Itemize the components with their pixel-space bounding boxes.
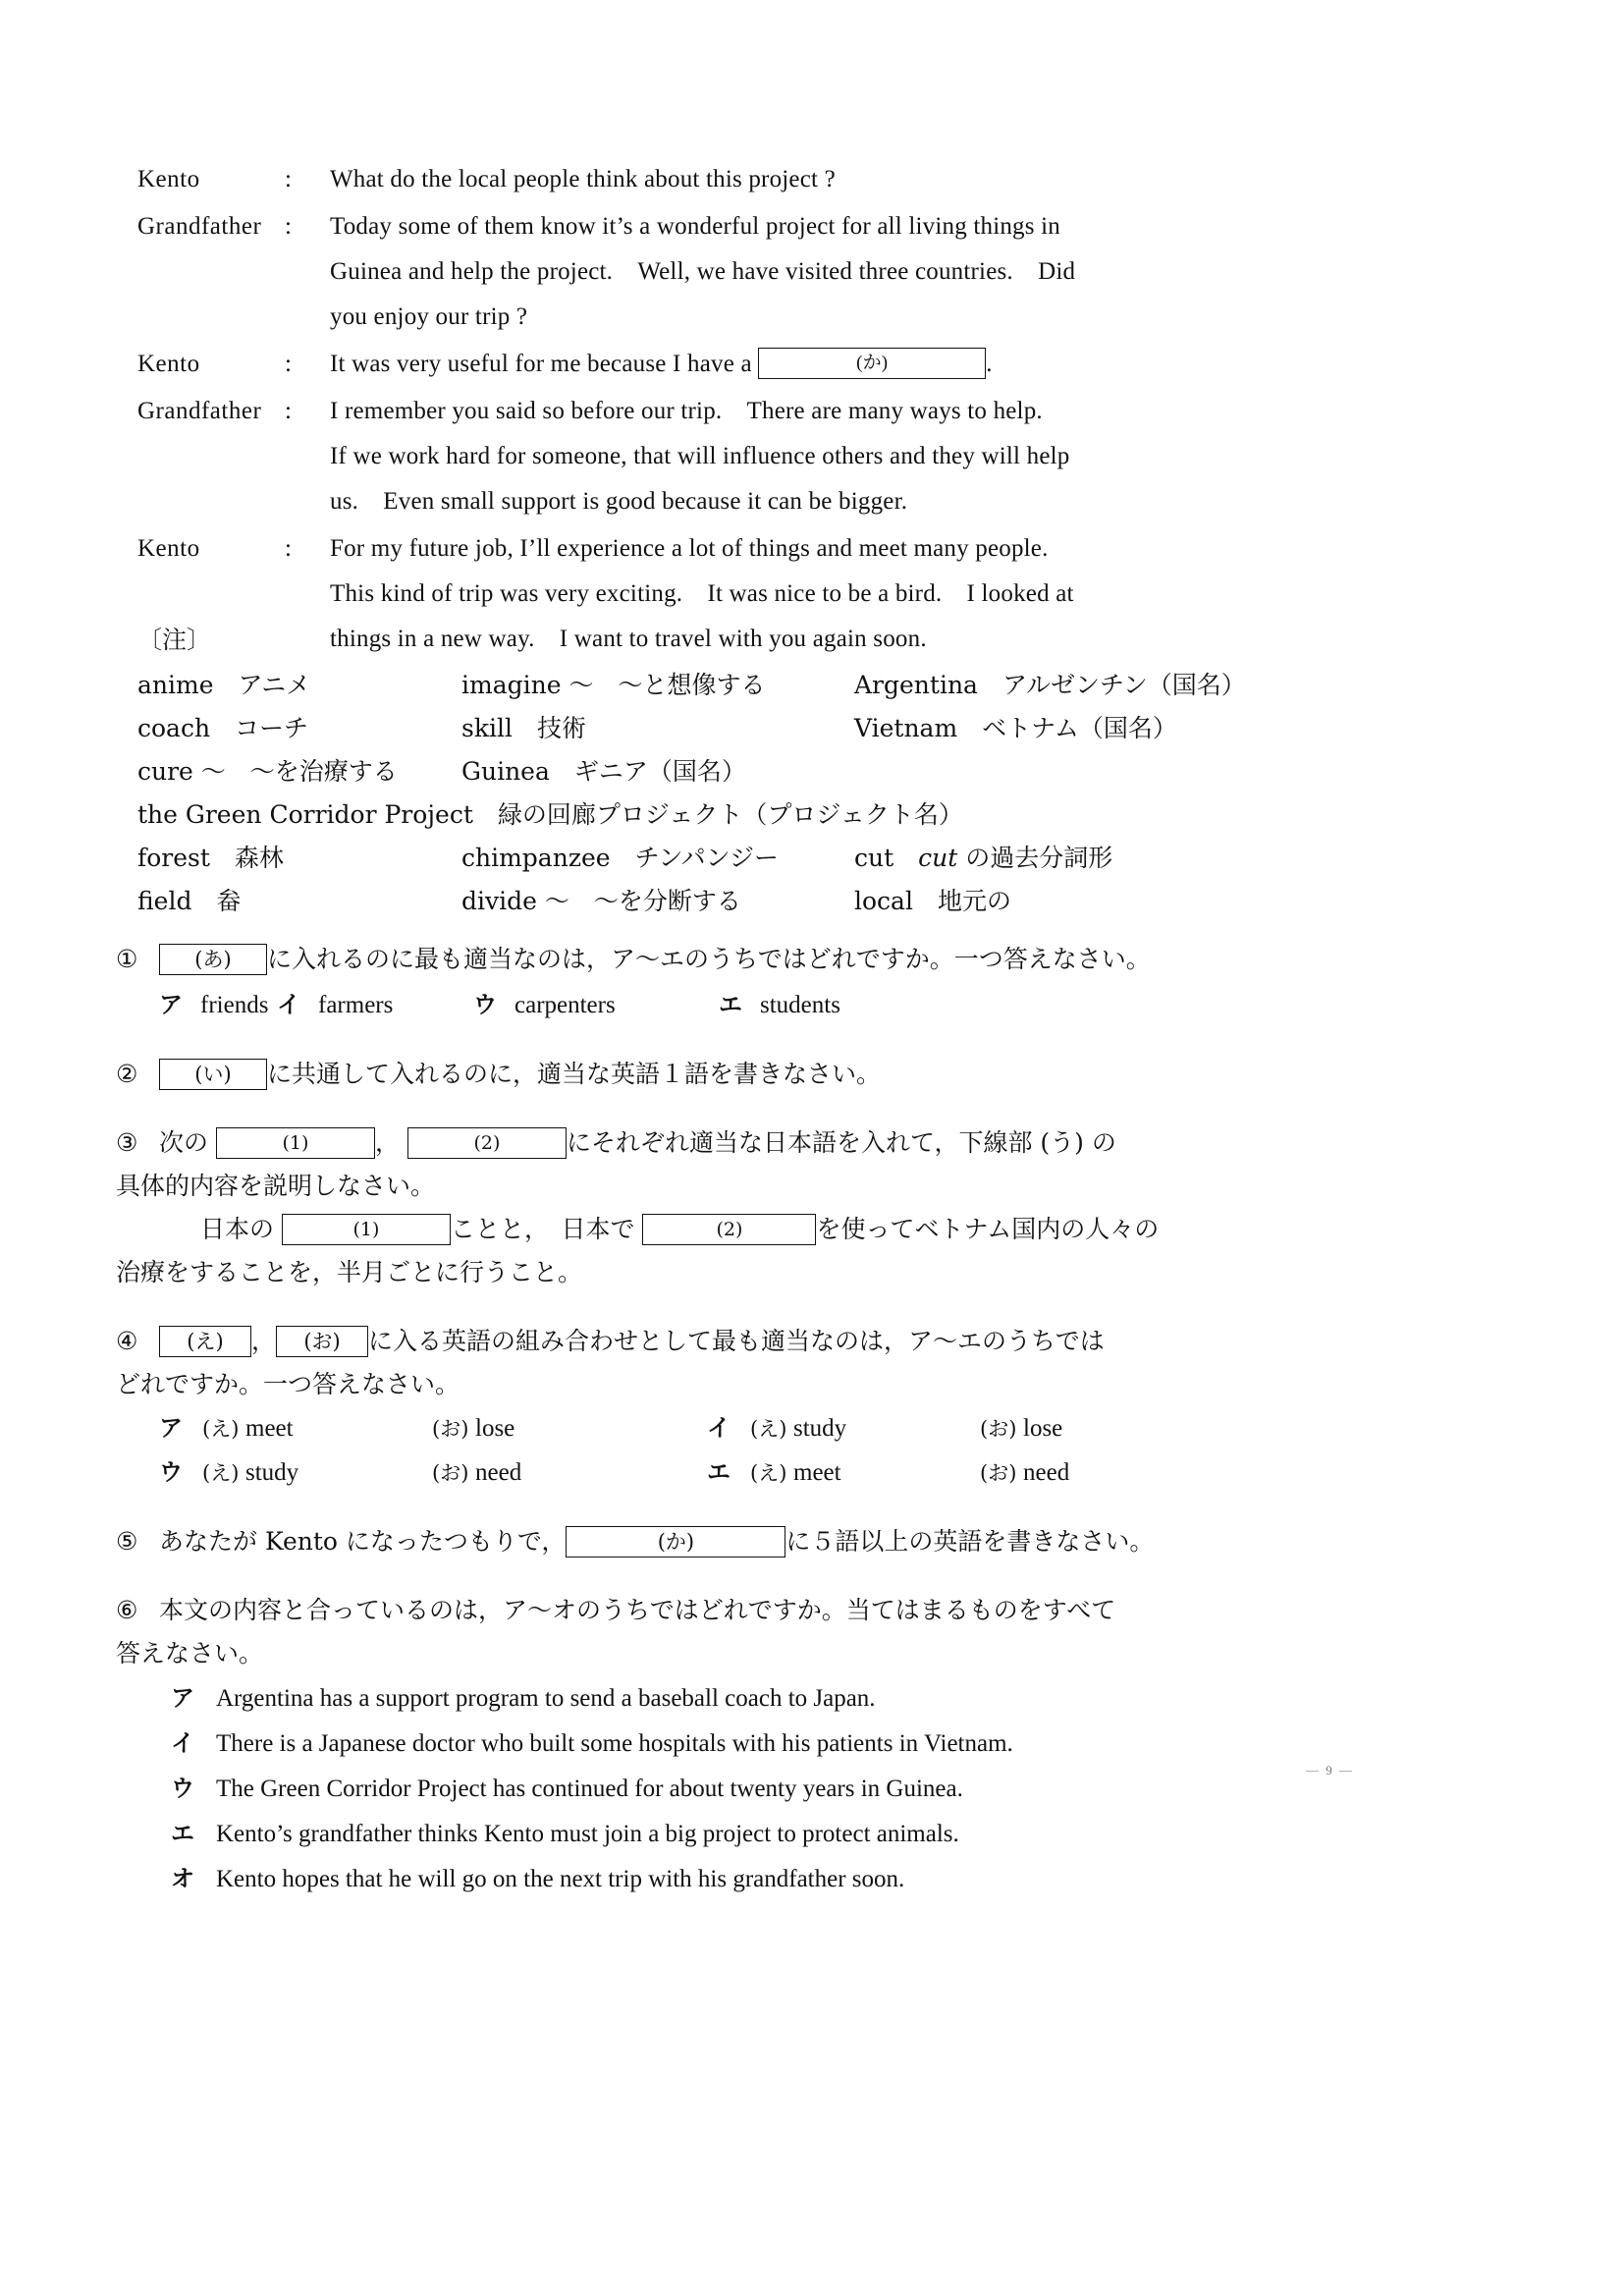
note-entry: local 地元の bbox=[854, 887, 1011, 915]
answer-sentence-line1 bbox=[159, 1208, 1490, 1251]
option-a[interactable] bbox=[159, 1676, 1490, 1721]
note-entry: Vietnam ベトナム（国名） bbox=[854, 714, 1177, 742]
answer-mid: ことと， 日本で bbox=[450, 1215, 635, 1243]
question-number: ① bbox=[116, 945, 138, 973]
choice-option-b[interactable] bbox=[707, 1406, 1210, 1450]
notes-row bbox=[137, 707, 1473, 750]
question-number: ④ bbox=[116, 1327, 138, 1355]
speaker-name: Grandfather bbox=[137, 213, 262, 240]
choice-blank-ref-2: (お) bbox=[980, 1461, 1017, 1485]
note-entry: the Green Corridor Project 緑の回廊プロジェクト（プロジェクト名） bbox=[137, 800, 963, 829]
question-statement-post: に５語以上の英語を書きなさい。 bbox=[785, 1527, 1155, 1556]
choice-blank-ref-2: (お) bbox=[432, 1461, 469, 1485]
notes-row bbox=[137, 837, 1473, 880]
speaker-colon: : bbox=[285, 213, 292, 240]
question-number: ② bbox=[116, 1060, 138, 1088]
questions-block bbox=[116, 938, 1490, 1927]
question-statement: に共通して入れるのに，適当な英語１語を書きなさい。 bbox=[267, 1060, 882, 1088]
notes-row bbox=[137, 664, 1473, 707]
dialogue-text bbox=[330, 157, 1473, 202]
dialogue-row bbox=[137, 342, 1473, 387]
dialogue-line: things in a new way. I want to travel with you again soon. bbox=[330, 626, 927, 652]
dialogue-block bbox=[137, 157, 1473, 664]
dialogue-line: Today some of them know it’s a wonderful project for all living things in bbox=[330, 213, 1060, 240]
option-text: The Green Corridor Project has continued for about twenty years in Guinea. bbox=[216, 1776, 963, 1802]
question-4 bbox=[116, 1320, 1490, 1495]
choice-marker: ア bbox=[159, 990, 183, 1018]
choice-option-d[interactable] bbox=[707, 1450, 1210, 1495]
choice-option-b[interactable] bbox=[277, 983, 473, 1027]
question-2 bbox=[116, 1053, 1490, 1096]
answer-pre: 日本の bbox=[200, 1215, 275, 1243]
choice-word-2: need bbox=[475, 1459, 522, 1486]
dialogue-line: For my future job, I’ll experience a lot of things and meet many people. bbox=[330, 535, 1049, 562]
option-text: Kento’s grandfather thinks Kento must join a big project to protect animals. bbox=[216, 1821, 959, 1847]
note-entry: field 畚 bbox=[137, 887, 242, 915]
question-text bbox=[159, 1121, 1490, 1165]
choice-label: farmers bbox=[318, 992, 394, 1018]
question-statement-line1: 本文の内容と合っているのは，ア～オのうちではどれですか。当てはまるものをすべて bbox=[159, 1596, 1116, 1624]
answer-post: を使ってベトナム国内の人々の bbox=[816, 1215, 1160, 1243]
dialogue-line: This kind of trip was very exciting. It was nice to be a bird. I looked at bbox=[330, 580, 1074, 607]
note-entry: divide ～ ～を分断する bbox=[461, 887, 741, 915]
note-entry: Argentina アルゼンチン（国名） bbox=[854, 671, 1246, 699]
option-text: There is a Japanese doctor who built some hospitals with his patients in Vietnam. bbox=[216, 1730, 1013, 1757]
question-1 bbox=[116, 938, 1490, 1027]
spacer bbox=[662, 1406, 707, 1450]
choice-word-2: need bbox=[1023, 1459, 1070, 1486]
choice-row bbox=[159, 1450, 1490, 1495]
question-number: ③ bbox=[116, 1128, 138, 1157]
answer-blank-o[interactable]: (お) bbox=[276, 1326, 368, 1357]
choice-option-d[interactable] bbox=[719, 983, 840, 1027]
option-b[interactable] bbox=[159, 1722, 1490, 1766]
question-statement-pre: 次の bbox=[159, 1128, 209, 1157]
choice-label: students bbox=[760, 992, 840, 1018]
speaker-colon: : bbox=[285, 351, 292, 377]
note-entry bbox=[854, 750, 1473, 793]
dialogue-text-before-blank: It was very useful for me because I have a bbox=[330, 351, 752, 377]
notes-block bbox=[137, 619, 1473, 923]
answer-blank-i[interactable]: (い) bbox=[159, 1059, 267, 1090]
choice-option-a[interactable] bbox=[159, 1406, 662, 1450]
spacer bbox=[662, 1450, 707, 1495]
note-meaning: の過去分詞形 bbox=[957, 844, 1113, 872]
option-e[interactable] bbox=[159, 1857, 1490, 1901]
choice-word-2: lose bbox=[1023, 1415, 1063, 1442]
question-text bbox=[159, 1320, 1490, 1363]
option-text: Kento hopes that he will go on the next trip with his grandfather soon. bbox=[216, 1866, 905, 1892]
dialogue-text-after-blank: . bbox=[986, 351, 993, 377]
choice-word-1: meet bbox=[793, 1459, 841, 1486]
choice-blank-ref-1: (え) bbox=[750, 1417, 787, 1441]
notes-row bbox=[137, 880, 1473, 923]
choice-marker: エ bbox=[707, 1457, 731, 1486]
dialogue-row bbox=[137, 204, 1473, 340]
note-entry: cure ～ ～を治療する bbox=[137, 757, 398, 786]
answer-sentence-line2: 治療をすることを，半月ごとに行うこと。 bbox=[116, 1258, 583, 1286]
choice-blank-ref-1: (え) bbox=[202, 1461, 240, 1485]
choice-blank-ref-2: (お) bbox=[980, 1417, 1017, 1441]
choice-marker: ウ bbox=[159, 1457, 183, 1486]
answer-blank-ka[interactable]: (か) bbox=[566, 1526, 785, 1558]
note-entry: anime アニメ bbox=[137, 671, 311, 699]
speaker-colon: : bbox=[285, 535, 292, 562]
option-marker: ア bbox=[171, 1683, 194, 1712]
note-term-italic: cut bbox=[918, 844, 958, 872]
choice-word-1: meet bbox=[245, 1415, 294, 1442]
answer-blank-e[interactable]: (え) bbox=[159, 1326, 251, 1357]
dialogue-text bbox=[330, 342, 1473, 387]
option-marker: オ bbox=[171, 1864, 194, 1892]
question-statement-pre: あなたが Kento になったつもりで， bbox=[159, 1527, 567, 1556]
notes-row bbox=[137, 750, 1473, 793]
answer-blank-2[interactable]: (2) bbox=[407, 1127, 567, 1159]
choice-row bbox=[159, 983, 1490, 1027]
note-entry: chimpanzee チンパンジー bbox=[461, 844, 779, 872]
answer-blank-jp-2[interactable]: (2) bbox=[642, 1214, 816, 1245]
choice-marker: イ bbox=[707, 1413, 731, 1442]
option-marker: エ bbox=[171, 1819, 194, 1847]
speaker-colon: : bbox=[285, 398, 292, 424]
option-marker: イ bbox=[171, 1728, 194, 1757]
question-5 bbox=[116, 1520, 1490, 1563]
question-4-choices bbox=[159, 1406, 1490, 1495]
choice-label: carpenters bbox=[514, 992, 616, 1018]
question-statement-mid: ， bbox=[374, 1128, 400, 1157]
speaker-name: Kento bbox=[137, 351, 200, 377]
dialogue-line: I remember you said so before our trip. There are many ways to help. bbox=[330, 398, 1043, 424]
note-entry: forest 森林 bbox=[137, 844, 284, 872]
dialogue-line: Guinea and help the project. Well, we have visited three countries. Did bbox=[330, 258, 1076, 285]
choice-marker: ウ bbox=[473, 990, 497, 1018]
question-comma: ， bbox=[251, 1327, 277, 1355]
question-text bbox=[159, 938, 1490, 981]
choice-word-1: study bbox=[245, 1459, 299, 1486]
note-entry bbox=[854, 837, 1473, 880]
answer-blank-ka[interactable]: (か) bbox=[758, 348, 986, 379]
option-d[interactable] bbox=[159, 1812, 1490, 1856]
dialogue-row bbox=[137, 157, 1473, 202]
dialogue-text bbox=[330, 389, 1473, 524]
notes-row bbox=[137, 793, 1473, 837]
option-c[interactable] bbox=[159, 1767, 1490, 1811]
choice-marker: エ bbox=[719, 990, 742, 1018]
speaker-name: Kento bbox=[137, 166, 200, 192]
choice-word-2: lose bbox=[475, 1415, 515, 1442]
choice-blank-ref-1: (え) bbox=[202, 1417, 240, 1441]
question-statement-post: にそれぞれ適当な日本語を入れて，下線部 (う) の bbox=[566, 1128, 1116, 1157]
question-statement-line2: 答えなさい。 bbox=[116, 1639, 264, 1667]
option-text: Argentina has a support program to send a baseball coach to Japan. bbox=[216, 1685, 876, 1712]
answer-blank-jp-1[interactable]: (1) bbox=[282, 1214, 451, 1245]
dialogue-line: us. Even small support is good because it can be bigger. bbox=[330, 488, 908, 515]
speaker-name: Kento bbox=[137, 535, 200, 562]
speaker-colon: : bbox=[285, 166, 292, 192]
question-statement: に入る英語の組み合わせとして最も適当なのは，ア～エのうちでは bbox=[368, 1327, 1105, 1355]
choice-row bbox=[159, 1406, 1490, 1450]
question-statement: に入れるのに最も適当なのは，ア～エのうちではどれですか。一つ答えなさい。 bbox=[267, 945, 1151, 973]
dialogue-line: What do the local people think about this project ? bbox=[330, 166, 836, 192]
dialogue-text bbox=[330, 204, 1473, 340]
question-6 bbox=[116, 1589, 1490, 1901]
option-marker: ウ bbox=[171, 1774, 194, 1802]
choice-blank-ref-2: (お) bbox=[432, 1417, 469, 1441]
question-text bbox=[159, 1053, 1490, 1096]
answer-blank-1[interactable]: (1) bbox=[216, 1127, 375, 1159]
question-statement-line2: どれですか。一つ答えなさい。 bbox=[116, 1370, 460, 1398]
choice-blank-ref-1: (え) bbox=[750, 1461, 787, 1485]
question-text bbox=[159, 1520, 1490, 1563]
choice-label: friends bbox=[200, 992, 269, 1018]
question-statement-line2: 具体的内容を説明しなさい。 bbox=[116, 1172, 436, 1200]
page-footer: — 9 — bbox=[1306, 1763, 1354, 1777]
notes-title: 〔注〕 bbox=[137, 626, 212, 654]
note-entry: imagine ～ ～と想像する bbox=[461, 671, 766, 699]
choice-word-1: study bbox=[793, 1415, 847, 1442]
answer-blank-a[interactable]: (あ) bbox=[159, 944, 267, 975]
question-number: ⑥ bbox=[116, 1596, 138, 1624]
note-term: cut bbox=[854, 844, 919, 872]
dialogue-line: you enjoy our trip ? bbox=[330, 303, 528, 330]
dialogue-line bbox=[330, 342, 1473, 387]
dialogue-row bbox=[137, 389, 1473, 524]
question-3 bbox=[116, 1121, 1490, 1294]
choice-option-c[interactable] bbox=[159, 1450, 662, 1495]
choice-option-a[interactable] bbox=[159, 983, 277, 1027]
note-entry: coach コーチ bbox=[137, 714, 309, 742]
speaker-name: Grandfather bbox=[137, 398, 262, 424]
choice-marker: イ bbox=[277, 990, 300, 1018]
note-entry: skill 技術 bbox=[461, 714, 586, 742]
question-number: ⑤ bbox=[116, 1527, 138, 1556]
choice-marker: ア bbox=[159, 1413, 183, 1442]
note-entry: Guinea ギニア（国名） bbox=[461, 757, 746, 786]
dialogue-line: If we work hard for someone, that will influence others and they will help bbox=[330, 443, 1070, 469]
choice-option-c[interactable] bbox=[473, 983, 719, 1027]
